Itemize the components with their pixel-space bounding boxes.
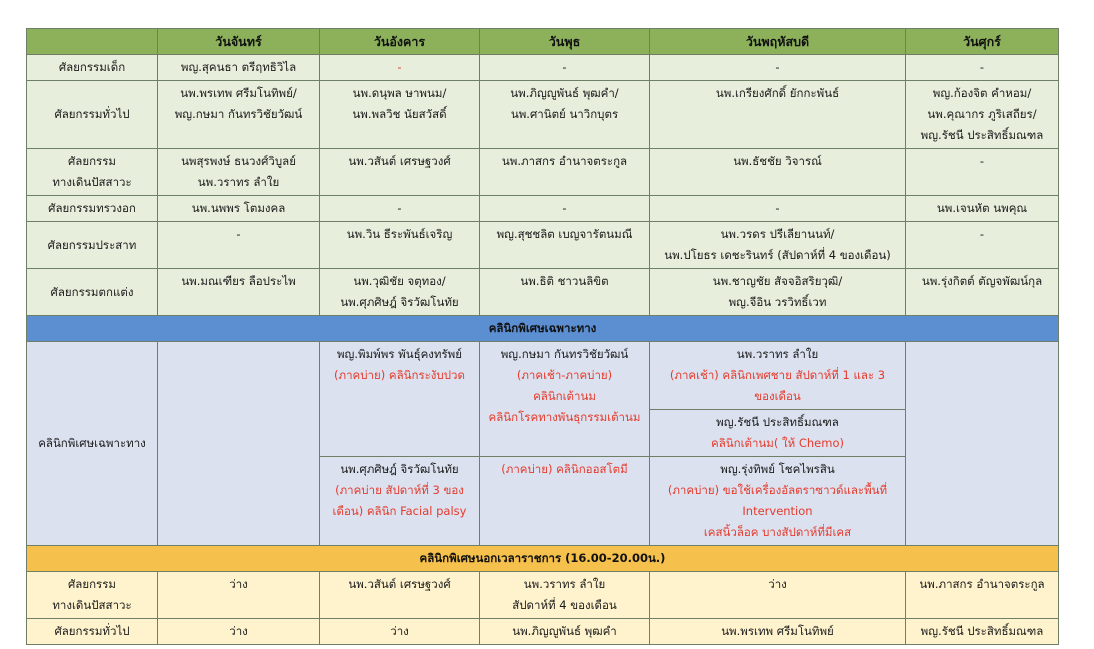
doctor-name: นพ.ศุภศิษฎ์ จิรวัฒโนทัย (340, 295, 459, 309)
row-label (27, 572, 158, 619)
row-label (27, 269, 158, 316)
table-cell (650, 222, 906, 269)
table-cell (480, 55, 650, 81)
section-band-afterhours (27, 546, 1059, 572)
doctor-name: พญ.รัชนี ประสิทธิ์มณฑล (920, 624, 1044, 638)
table-cell (320, 149, 480, 196)
table-row (27, 55, 1059, 81)
clinic-note: (ภาคบ่าย) คลินิกระงับปวด (334, 368, 465, 382)
empty-dash: - (775, 60, 780, 74)
table-cell (480, 196, 650, 222)
doctor-name: นพ.มณเฑียร ลือประไพ (181, 274, 296, 288)
doctor-name: นพ.ธัชชัย วิจารณ์ (733, 154, 822, 168)
table-cell (906, 222, 1059, 269)
header-tuesday: วันอังคาร (320, 29, 480, 55)
clinic-note: คลินิกเต้านม (533, 389, 596, 403)
row-label-text: ศัลยกรรมทรวงอก (48, 201, 136, 215)
row-label (27, 149, 158, 196)
empty-dash: - (775, 201, 780, 215)
doctor-name: นพ.วิน ธีระพันธ์เจริญ (346, 227, 453, 241)
table-cell (906, 572, 1059, 619)
doctor-name: พญ.จีอิน วรวิทธิ์เวท (728, 295, 827, 309)
doctor-name: พญ.รัชนี ประสิทธิ์มณฑล (716, 415, 839, 429)
table-cell (320, 572, 480, 619)
table-cell (906, 196, 1059, 222)
table-cell (906, 81, 1059, 149)
table-cell (158, 619, 320, 645)
empty-dash: - (979, 227, 985, 241)
table-row (27, 196, 1059, 222)
doctor-name: นพ.เจนหัต นพคุณ (936, 201, 1028, 215)
table-cell (158, 149, 320, 196)
vacant-label: ว่าง (229, 624, 248, 638)
table-cell (320, 81, 480, 149)
table-row (27, 619, 1059, 645)
doctor-name: นพ.วราทร ลำใย (197, 175, 280, 189)
table-cell (320, 196, 480, 222)
clinic-note: (ภาคบ่าย สัปดาห์ที่ 3 ของ (335, 483, 464, 497)
empty-dash: - (979, 154, 985, 168)
doctor-name: พญ.กษมา กันทรวิชัยวัฒน์ (174, 107, 303, 121)
row-label (27, 196, 158, 222)
table-cell (650, 457, 906, 546)
section-band-title: คลินิกพิเศษเฉพาะทาง (27, 316, 1059, 342)
table-cell (320, 619, 480, 645)
header-monday: วันจันทร์ (158, 29, 320, 55)
table-row (27, 222, 1059, 269)
clinic-note: เคสนิ้วล็อค บางสัปดาห์ที่มีเคส (703, 525, 852, 539)
row-label-text: ศัลยกรรมประสาท (47, 237, 137, 252)
table-cell (320, 55, 480, 81)
row-label (27, 81, 158, 149)
table-cell (320, 269, 480, 316)
doctor-name: พญ.รัชนี ประสิทธิ์มณฑล (920, 128, 1044, 142)
doctor-name: นพ.ดนุพล ษาพนม/ (352, 86, 447, 100)
doctor-name: นพ.พรเทพ ศรีมโนทิพย์/ (180, 86, 297, 100)
table-cell (480, 619, 650, 645)
header-row (27, 29, 1059, 55)
vacant-label: ว่าง (390, 624, 409, 638)
section-band-special (27, 316, 1059, 342)
header-friday: วันศุกร์ (906, 29, 1059, 55)
table-row (27, 572, 1059, 619)
clinic-note: เดือน) คลินิก Facial palsy (332, 504, 467, 518)
table-cell (650, 410, 906, 457)
table-cell (320, 342, 480, 457)
table-cell (650, 342, 906, 410)
table-cell (650, 196, 906, 222)
clinic-note: (ภาคบ่าย) คลินิกออสโตมี (501, 462, 628, 476)
row-label (27, 222, 158, 269)
doctor-name: นพ.พรเทพ ศรีมโนทิพย์ (721, 624, 834, 638)
doctor-name: นพ.ภิญญูพันธ์ พุฒคำ (512, 624, 617, 638)
table-row (27, 269, 1059, 316)
doctor-name: นพ.นพพร โตมงคล (191, 201, 286, 215)
header-thursday: วันพฤหัสบดี (650, 29, 906, 55)
table-cell (158, 196, 320, 222)
doctor-name: พญ.พิมพ์พร พันธุ์คงทรัพย์ (336, 347, 463, 361)
empty-dash: - (236, 227, 241, 241)
clinic-note: Intervention (742, 504, 813, 518)
table-cell (158, 572, 320, 619)
row-label-text: ทางเดินปัสสาวะ (52, 598, 132, 612)
row-label-text: ศัลยกรรม (68, 154, 116, 168)
doctor-name: นพ.คุณากร ภูริเสถียร/ (927, 107, 1037, 121)
table-cell (480, 269, 650, 316)
doctor-name: พญ.สุคนธา ตรีฤทธิวิไล (180, 60, 297, 74)
empty-dash: - (397, 60, 402, 74)
table-cell (158, 81, 320, 149)
empty-dash: - (562, 60, 567, 74)
doctor-name: นพ.ศานิตย์ นาวิกบุตร (510, 107, 619, 121)
table-cell (158, 222, 320, 269)
table-cell (480, 222, 650, 269)
doctor-name: นพ.ภาสกร อำนาจตระกูล (501, 154, 628, 168)
row-label (27, 55, 158, 81)
clinic-schedule-table (26, 28, 1059, 645)
clinic-note: (ภาคเช้า-ภาคบ่าย) (516, 368, 613, 382)
table-row (27, 149, 1059, 196)
table-row (27, 81, 1059, 149)
empty-dash: - (562, 201, 567, 215)
doctor-name: นพ.วสันต์ เศรษฐวงศ์ (348, 154, 451, 168)
table-cell (480, 457, 650, 546)
row-label-text: ศัลยกรรม (68, 577, 116, 591)
row-label-text: ศัลยกรรมเด็ก (58, 60, 126, 74)
row-label-text: ศัลยกรรมทั่วไป (54, 624, 130, 638)
empty-dash: - (397, 201, 402, 215)
section-band-title: คลินิกพิเศษนอกเวลาราชการ (16.00-20.00น.) (27, 546, 1059, 572)
doctor-name: นพ.ศุภศิษฎ์ จิรวัฒโนทัย (340, 462, 459, 476)
clinic-note: (ภาคบ่าย) ขอใช้เครื่องอัลตราซาวด์และพื้นที่ (667, 483, 888, 497)
clinic-note: ของเดือน (754, 389, 801, 403)
table-cell (480, 342, 650, 457)
clinic-note: (ภาคเช้า) คลินิกเพศชาย สัปดาห์ที่ 1 และ 3 (669, 368, 886, 382)
doctor-name: นพ.ธิติ ชาวนลิขิต (520, 274, 609, 288)
table-cell (650, 55, 906, 81)
clinic-note: คลินิกโรคทางพันธุกรรมเต้านม (488, 410, 641, 424)
table-cell (480, 81, 650, 149)
header-corner (27, 29, 158, 55)
table-cell (480, 572, 650, 619)
table-cell (158, 342, 320, 546)
doctor-name: นพ.วราทร ลำใย (736, 347, 819, 361)
table-cell (480, 149, 650, 196)
row-label (27, 342, 158, 546)
table-cell (158, 269, 320, 316)
table-cell (906, 149, 1059, 196)
doctor-name: นพ.วสันต์ เศรษฐวงศ์ (348, 577, 451, 591)
doctor-name: พญ.ก้องจิต คำหอม/ (932, 86, 1032, 100)
header-wednesday: วันพุธ (480, 29, 650, 55)
row-label (27, 619, 158, 645)
doctor-name: นพ.เกรียงศักดิ์ ยักกะพันธ์ (715, 86, 840, 100)
table-cell (906, 55, 1059, 81)
table-cell (906, 342, 1059, 546)
special-row (27, 342, 1059, 410)
table-cell (320, 222, 480, 269)
table-cell (650, 619, 906, 645)
doctor-name: นพ.พลวิช นัยสวัสดิ์ (352, 107, 447, 121)
table-cell (906, 619, 1059, 645)
doctor-name: นพ.ภาสกร อำนาจตระกูล (919, 577, 1045, 591)
table-cell (158, 55, 320, 81)
row-label-text: คลินิกพิเศษเฉพาะทาง (38, 436, 146, 450)
clinic-note: คลินิกเต้านม( ให้ Chemo) (711, 436, 844, 450)
doctor-name: นพ.ชาญชัย สัจจอิสริยวุฒิ/ (712, 274, 843, 288)
row-label-text: ศัลยกรรมทั่วไป (54, 107, 130, 121)
table-cell (650, 269, 906, 316)
table-cell (650, 572, 906, 619)
doctor-name: นพ.วรดร ปรีเลียานนท์/ (720, 227, 835, 241)
table-cell (650, 149, 906, 196)
doctor-name: นพสุรพงษ์ ธนวงศ์วิบูลย์ (181, 154, 296, 168)
table-cell (906, 269, 1059, 316)
row-label-text: ศัลยกรรมตกแต่ง (50, 284, 134, 299)
vacant-label: ว่าง (229, 577, 248, 591)
doctor-name: นพ.ภิญญูพันธ์ พุฒคำ/ (510, 86, 619, 100)
doctor-name: นพ.ปโยธร เดชะรินทร์ (สัปดาห์ที่ 4 ของเดือน) (664, 248, 891, 262)
doctor-name: พญ.สุชชลิต เบญจารัตนมณี (496, 227, 633, 241)
empty-dash: - (979, 60, 985, 74)
doctor-name: นพ.รุ่งกิตต์ ตัญจพัฒน์กุล (921, 274, 1043, 288)
doctor-name: นพ.วุฒิชัย จตุทอง/ (353, 274, 446, 288)
schedule-note: สัปดาห์ที่ 4 ของเดือน (512, 598, 617, 612)
doctor-name: นพ.วราทร ลำใย (523, 577, 606, 591)
vacant-label: ว่าง (768, 577, 787, 591)
doctor-name: พญ.กษมา กันทรวิชัยวัฒน์ (500, 347, 629, 361)
row-label-text: ทางเดินปัสสาวะ (52, 175, 132, 189)
table-cell (650, 81, 906, 149)
table-cell (320, 457, 480, 546)
doctor-name: พญ.รุ่งทิพย์ โชคไพรสิน (720, 462, 835, 476)
